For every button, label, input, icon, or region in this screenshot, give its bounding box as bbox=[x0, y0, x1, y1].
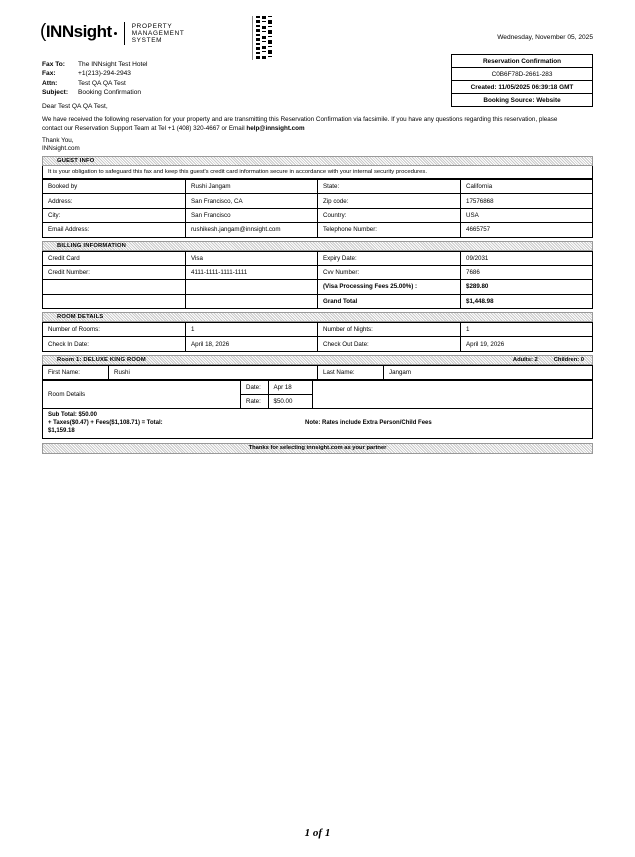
table-row bbox=[43, 265, 593, 279]
number-of-nights-value: 1 bbox=[461, 323, 593, 337]
number-of-nights-label: Number of Nights: bbox=[318, 323, 461, 337]
expiry-date-label: Expiry Date: bbox=[318, 251, 461, 265]
table-row bbox=[43, 251, 593, 265]
document-body bbox=[42, 156, 593, 454]
billing-info-table bbox=[42, 251, 593, 310]
fax-value: +1(213)-294-2943 bbox=[78, 70, 131, 78]
first-name-value: Rushi bbox=[109, 365, 318, 379]
room-rate-table bbox=[42, 380, 593, 409]
table-row bbox=[43, 380, 593, 394]
fax-to-row bbox=[42, 60, 148, 69]
innsight-logo bbox=[40, 22, 185, 45]
section-header-room-1 bbox=[42, 355, 593, 365]
number-of-rooms-value: 1 bbox=[186, 323, 318, 337]
sub-total-line: Sub Total: $50.00 bbox=[48, 411, 97, 418]
footer-banner bbox=[42, 443, 593, 454]
credit-number-label: Credit Number: bbox=[43, 265, 186, 279]
room-guest-name-table bbox=[42, 365, 593, 380]
empty-cell-b bbox=[186, 280, 318, 294]
room-details-table bbox=[42, 322, 593, 352]
logo-paren: ( bbox=[40, 21, 46, 42]
logo-wordmark bbox=[40, 22, 117, 42]
checkin-date-value: April 18, 2026 bbox=[186, 337, 318, 351]
fax-label: Fax: bbox=[42, 70, 56, 78]
empty-cell-a bbox=[43, 280, 186, 294]
credit-card-label: Credit Card bbox=[43, 251, 186, 265]
country-value: USA bbox=[461, 208, 593, 222]
first-name-label: First Name: bbox=[43, 365, 109, 379]
subject-value: Booking Confirmation bbox=[78, 89, 142, 97]
room-details-title: ROOM DETAILS bbox=[57, 314, 104, 320]
zip-value: 17576868 bbox=[461, 194, 593, 208]
logo-inn: INN bbox=[45, 22, 74, 41]
cvv-label: Cvv Number: bbox=[318, 265, 461, 279]
taxes-fees-line: + Taxes($0.47) + Fees($1,108.71) = Total: bbox=[48, 419, 163, 426]
subject-row bbox=[42, 88, 148, 97]
email-value: rushikesh.jangam@innsight.com bbox=[186, 223, 318, 237]
logo-sub-line2: MANAGEMENT bbox=[131, 30, 185, 38]
confirmation-booking-source: Booking Source: Website bbox=[483, 96, 561, 104]
fax-number-row bbox=[42, 69, 148, 78]
total-amount-line: $1,159.18 bbox=[48, 427, 75, 434]
rate-date-value: Apr 18 bbox=[268, 380, 312, 394]
attn-value: Test QA QA Test bbox=[78, 79, 126, 87]
logo-sight: sight bbox=[73, 22, 112, 41]
rate-date-label: Date: bbox=[241, 380, 269, 394]
document-date: Wednesday, November 05, 2025 bbox=[497, 34, 593, 41]
address-value: San Francisco, CA bbox=[186, 194, 318, 208]
letter-body bbox=[42, 116, 572, 133]
empty-cell-c bbox=[43, 294, 186, 308]
telephone-value: 4665757 bbox=[461, 223, 593, 237]
table-row bbox=[43, 180, 593, 194]
page-number: 1 of 1 bbox=[304, 827, 331, 839]
booked-by-value: Rushi Jangam bbox=[186, 180, 318, 194]
document-header bbox=[0, 0, 635, 60]
billing-info-title: BILLING INFORMATION bbox=[57, 242, 127, 249]
support-email: help@innsight.com bbox=[246, 124, 305, 132]
table-row bbox=[43, 194, 593, 208]
empty-cell-d bbox=[186, 294, 318, 308]
attn-row bbox=[42, 79, 148, 88]
letter-signoff bbox=[42, 137, 80, 153]
zip-label: Zip code: bbox=[318, 194, 461, 208]
barcode-icon bbox=[252, 16, 286, 60]
table-row bbox=[43, 223, 593, 237]
rate-amount-label: Rate: bbox=[241, 394, 269, 408]
children-label: Children: 0 bbox=[553, 356, 584, 363]
state-label: State: bbox=[318, 180, 461, 194]
letter-body-text: We have received the following reservation for your property and are transmitting this Reservation Confirmation via facsimile. If you have any questions regarding this reservation, please contact our Reservation Support Team at Tel +1 (408) 320-4667 or Email bbox=[42, 116, 558, 132]
rate-empty-cell bbox=[312, 380, 593, 408]
fax-to-value: The INNsight Test Hotel bbox=[78, 61, 148, 68]
address-label: Address: bbox=[43, 194, 186, 208]
city-label: City: bbox=[43, 208, 186, 222]
grand-total-label: Grand Total bbox=[318, 294, 461, 308]
email-label: Email Address: bbox=[43, 223, 186, 237]
fax-to-label: Fax To: bbox=[42, 61, 65, 68]
cvv-value: 7686 bbox=[461, 265, 593, 279]
totals-block bbox=[42, 409, 593, 439]
guest-info-notice: It is your obligation to safeguard this fax and keep this guest's credit card information secure in accordance with your internal security procedures. bbox=[42, 166, 593, 179]
logo-sub-line1: PROPERTY bbox=[131, 23, 173, 30]
rates-note: Note: Rates include Extra Person/Child Fees bbox=[305, 419, 432, 426]
section-header-billing-information bbox=[42, 241, 593, 251]
city-value: San Francisco bbox=[186, 208, 318, 222]
fax-meta-block bbox=[42, 60, 148, 98]
logo-subtitle bbox=[124, 22, 185, 45]
checkout-date-label: Check Out Date: bbox=[318, 337, 461, 351]
confirmation-created: Created: 11/05/2025 06:39:18 GMT bbox=[452, 81, 592, 94]
rate-amount-value: $50.00 bbox=[268, 394, 312, 408]
attn-label: Attn: bbox=[42, 79, 58, 87]
telephone-label: Telephone Number: bbox=[318, 223, 461, 237]
footer-banner-text: Thanks for selecting innsight.com as your partner bbox=[248, 445, 387, 452]
signoff-line1: Thank You, bbox=[42, 137, 74, 144]
checkout-date-value: April 19, 2026 bbox=[461, 337, 593, 351]
logo-sub-line3: SYSTEM bbox=[131, 37, 163, 45]
booked-by-label: Booked by bbox=[43, 180, 186, 194]
last-name-label: Last Name: bbox=[318, 365, 384, 379]
table-row bbox=[43, 280, 593, 294]
logo-dot-icon bbox=[114, 32, 117, 35]
table-row bbox=[43, 365, 593, 379]
processing-fees-value: $289.80 bbox=[461, 280, 593, 294]
confirmation-number: C0B6F78D-2661-283 bbox=[452, 68, 592, 81]
processing-fees-label: (Visa Processing Fees 25.00%) : bbox=[318, 280, 461, 294]
guest-info-title: GUEST INFO bbox=[57, 158, 95, 164]
credit-number-value: 4111-1111-1111-1111 bbox=[186, 265, 318, 279]
room-details-cell-label: Room Details bbox=[43, 380, 241, 408]
credit-card-value: Visa bbox=[186, 251, 318, 265]
last-name-value: Jangam bbox=[384, 365, 593, 379]
adults-label: Adults: 2 bbox=[512, 356, 538, 363]
state-value: California bbox=[461, 180, 593, 194]
table-row bbox=[43, 294, 593, 308]
expiry-date-value: 09/2031 bbox=[461, 251, 593, 265]
grand-total-value: $1,448.98 bbox=[461, 294, 593, 308]
table-row bbox=[43, 208, 593, 222]
room-1-occupancy bbox=[505, 356, 592, 364]
country-label: Country: bbox=[318, 208, 461, 222]
letter-salutation: Dear Test QA QA Test, bbox=[42, 103, 108, 110]
reservation-confirmation-box bbox=[451, 54, 593, 107]
number-of-rooms-label: Number of Rooms: bbox=[43, 323, 186, 337]
guest-info-table bbox=[42, 179, 593, 238]
signoff-line2: INNsight.com bbox=[42, 145, 80, 153]
table-row bbox=[43, 323, 593, 337]
table-row bbox=[43, 337, 593, 351]
section-header-room-details bbox=[42, 312, 593, 322]
section-header-guest-info bbox=[42, 156, 593, 166]
subject-label: Subject: bbox=[42, 89, 69, 97]
room-1-title: Room 1: DELUXE KING ROOM bbox=[57, 356, 146, 363]
checkin-date-label: Check In Date: bbox=[43, 337, 186, 351]
confirmation-title: Reservation Confirmation bbox=[452, 55, 592, 68]
